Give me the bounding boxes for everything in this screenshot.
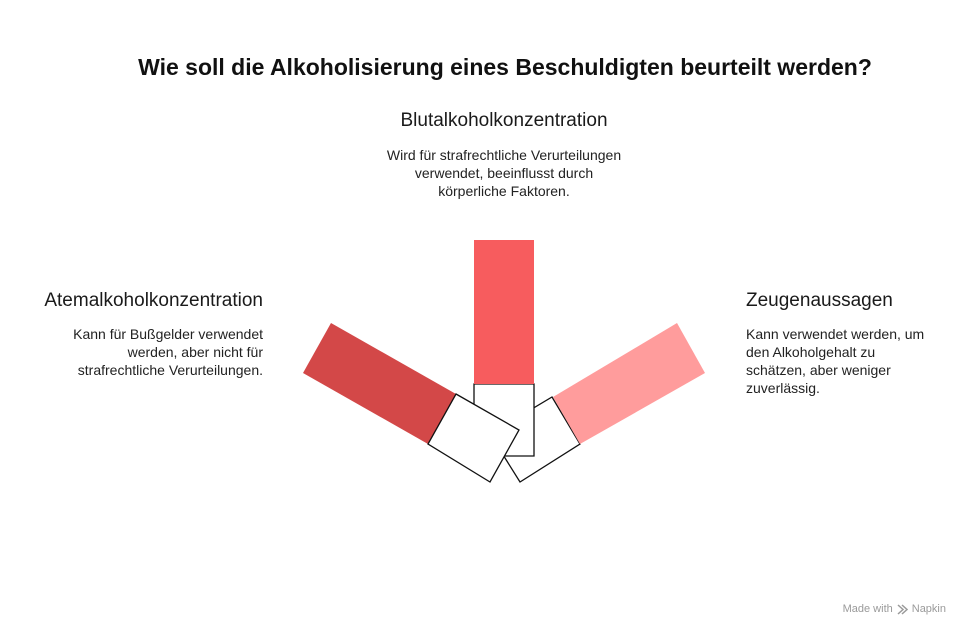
center-option-description: Wird für strafrechtliche Verurteilungen verwendet, beeinflusst durch körperliche Faktoren. xyxy=(386,147,622,199)
watermark xyxy=(843,603,946,615)
watermark-brand: Napkin xyxy=(911,603,946,615)
watermark-made-with: Made with xyxy=(842,603,893,615)
right-option-description: Kann verwendet werden, um den Alkoholgehalt zu schätzen, aber weniger zuverlässig. xyxy=(746,326,925,396)
napkin-logo-icon xyxy=(897,604,908,615)
right-option-heading: Zeugenaussagen xyxy=(746,290,893,311)
diagram-title: Wie soll die Alkoholisierung eines Beschuldigten beurteilt werden? xyxy=(138,54,872,80)
left-option-heading: Atemalkoholkonzentration xyxy=(44,290,263,311)
left-option-description: Kann für Bußgelder verwendet werden, aber nicht für strafrechtliche Verurteilungen. xyxy=(73,326,263,378)
left-arm-bar xyxy=(303,323,456,444)
left-arm xyxy=(303,323,456,444)
right-arm-bar xyxy=(553,323,705,444)
center-option-heading: Blutalkoholkonzentration xyxy=(400,110,608,131)
center-arm-bar xyxy=(474,240,534,384)
